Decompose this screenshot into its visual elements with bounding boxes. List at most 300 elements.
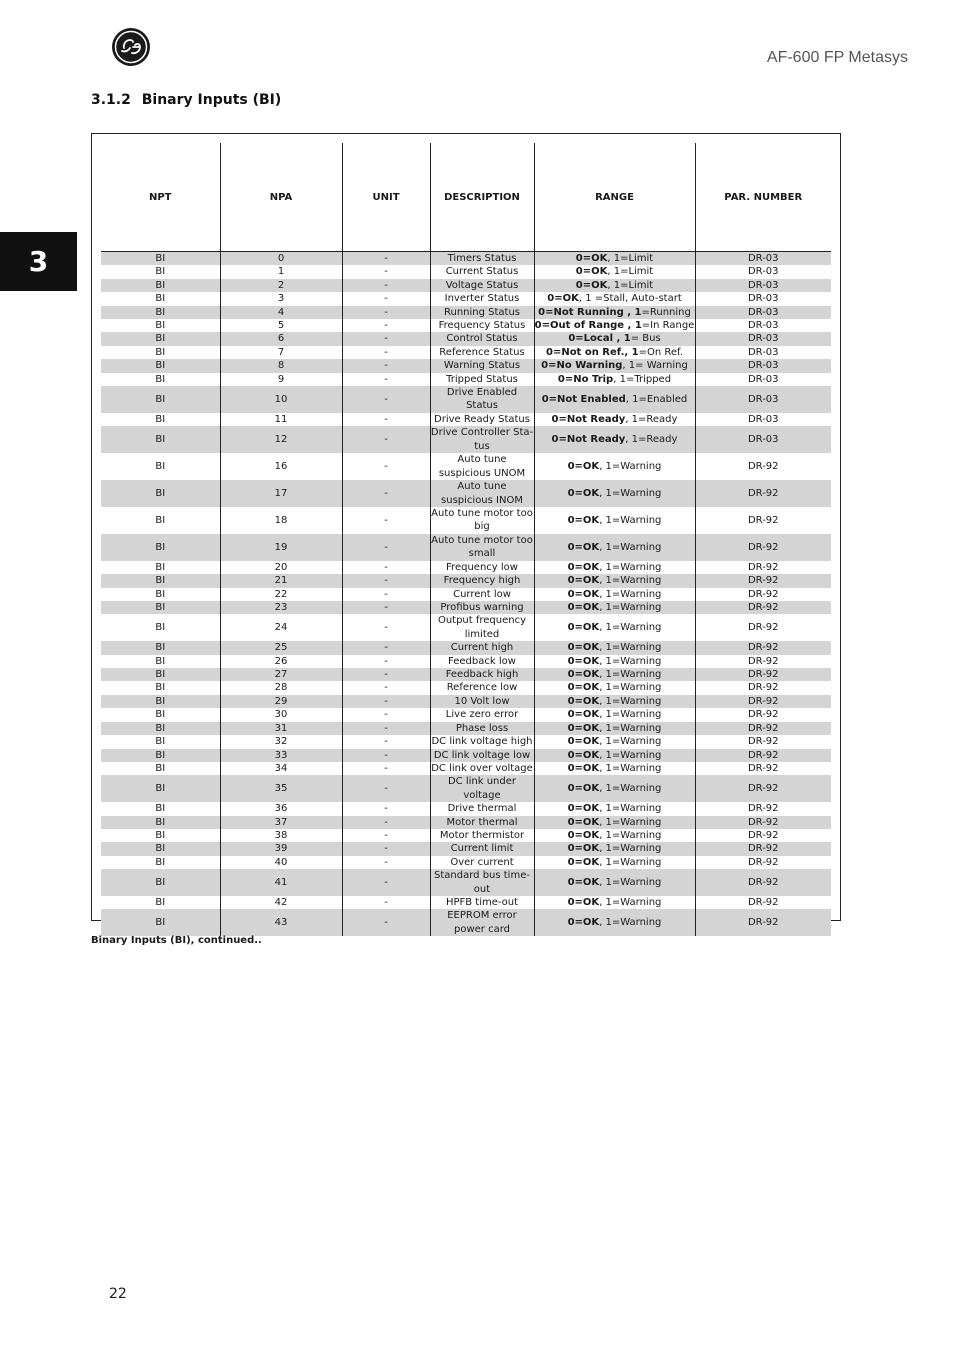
cell-par-number: DR-92 [695,896,831,909]
cell-description: Drive thermal [430,802,534,815]
range-secondary: , 1=Limit [607,253,654,264]
cell-range [534,614,695,641]
table-body [101,252,831,937]
cell-npt: BI [155,320,166,332]
cell-unit: - [342,426,430,453]
cell-description: Auto tune motor too big [431,507,533,533]
cell-description: Reference Status [430,346,534,359]
table-row [101,252,831,266]
cell-npt: BI [155,514,166,526]
cell-unit: - [342,708,430,721]
range-secondary: , 1=Warning [599,695,662,707]
cell-description: Output frequency limited [430,614,534,641]
ge-logo-icon [111,27,151,67]
range-secondary: , 1=Warning [599,843,662,855]
cell-par-number: DR-92 [695,869,831,896]
range-primary: 0=OK [575,279,608,291]
cell-npa: 34 [220,762,342,775]
cell-unit: - [342,722,430,735]
cell-par-number: DR-92 [695,681,831,694]
cell-par-number: DR-03 [695,265,831,278]
cell-unit: - [342,909,430,936]
cell-unit: - [342,668,430,681]
cell-npa: 25 [220,641,342,654]
table-row [101,534,831,561]
table-row [101,359,831,372]
cell-npt: BI [101,775,220,802]
cell-npa: 28 [220,681,342,694]
range-secondary: , 1=Warning [599,709,662,721]
table-row [101,749,831,762]
cell-unit: - [342,829,430,842]
cell-par-number: DR-03 [695,279,831,292]
cell-range [534,856,695,869]
cell-range [534,574,695,587]
table-row [101,507,831,534]
cell-unit: - [342,306,430,319]
cell-npa: 2 [220,279,342,292]
cell-unit: - [342,574,430,587]
cell-description: Timers Status [430,252,534,266]
cell-npt: BI [155,682,166,694]
cell-npa: 21 [220,574,342,587]
cell-npt: BI [155,346,166,358]
table-header-row [101,143,831,252]
cell-unit: - [342,507,430,534]
range-primary: 0=OK [567,762,600,774]
cell-range [534,319,695,332]
cell-unit: - [342,252,430,266]
range-secondary: , 1=Enabled [625,393,688,405]
cell-npt: BI [101,641,220,654]
cell-unit: - [342,735,430,748]
cell-npa: 35 [220,775,342,802]
cell-unit: - [342,802,430,815]
cell-description: Feedback low [430,655,534,668]
cell-description: Warning Status [430,359,534,372]
range-secondary: =Running [641,306,691,318]
cell-npa: 18 [220,507,342,534]
cell-npt: BI [101,359,220,372]
table-row [101,426,831,453]
cell-npt: BI [155,622,166,634]
cell-unit: - [342,265,430,278]
range-primary: 0=OK [567,722,600,734]
cell-npa: 39 [220,842,342,855]
range-primary: 0=OK [567,897,600,909]
cell-description: Feedback high [430,668,534,681]
range-secondary: , 1=Warning [599,514,662,526]
range-primary: 0=OK [567,460,600,472]
cell-unit: - [342,775,430,802]
table-row [101,762,831,775]
cell-unit: - [342,319,430,332]
cell-par-number: DR-92 [695,749,831,762]
cell-npa: 9 [220,373,342,386]
cell-par-number: DR-03 [695,332,831,345]
cell-npa: 38 [220,829,342,842]
cell-range [534,279,695,292]
cell-npt: BI [155,655,166,667]
cell-npt: BI [155,709,166,721]
cell-description: Drive Controller Sta-tus [430,427,534,452]
cell-par-number: DR-03 [695,292,831,305]
cell-unit: - [342,681,430,694]
cell-par-number: DR-92 [695,588,831,601]
cell-par-number: DR-92 [695,856,831,869]
cell-npa: 36 [220,802,342,815]
binary-inputs-table [101,143,831,936]
cell-description: Drive Ready Status [430,413,534,426]
cell-description: Control Status [430,332,534,345]
cell-par-number: DR-03 [695,373,831,386]
cell-unit: - [342,601,430,614]
range-secondary: , 1=Warning [599,460,662,472]
range-secondary: , 1=Warning [599,541,662,553]
range-primary: 0=OK [567,514,600,526]
cell-npa: 0 [220,252,342,266]
cell-description: HPFB time-out [430,896,534,909]
cell-par-number: DR-92 [695,816,831,829]
cell-npa: 17 [220,480,342,507]
cell-par-number: DR-92 [695,722,831,735]
range-primary: 0=OK [567,642,600,654]
cell-npa: 12 [220,426,342,453]
cell-npt: BI [155,561,166,573]
range-secondary: , 1=Warning [599,655,662,667]
cell-range [534,413,695,426]
cell-npt: BI [101,534,220,561]
cell-npt: BI [155,856,166,868]
cell-description: DC link voltage low [430,749,534,762]
cell-description: Auto tune suspicious UNOM [430,453,534,480]
range-primary: 0=OK [567,829,600,841]
table-row [101,346,831,359]
range-secondary: , 1=Warning [599,487,662,499]
page-number: 22 [109,1286,127,1302]
range-secondary: , 1=Limit [607,279,654,291]
cell-npt: BI [155,897,166,909]
cell-range [534,641,695,654]
range-secondary: , 1=Ready [625,434,678,446]
cell-unit: - [342,749,430,762]
cell-range [534,842,695,855]
table-row [101,829,831,842]
cell-unit: - [342,614,430,641]
range-primary: 0=OK [567,669,600,681]
cell-npt: BI [101,279,220,292]
cell-par-number: DR-92 [695,453,831,480]
range-secondary: , 1=Warning [599,588,662,600]
range-secondary: , 1= Warning [622,360,688,372]
cell-npa: 32 [220,735,342,748]
cell-unit: - [342,534,430,561]
cell-range [534,762,695,775]
cell-unit: - [342,279,430,292]
cell-range [534,359,695,372]
cell-range [534,306,695,319]
range-secondary: , 1 =Stall, Auto-start [578,293,682,305]
product-name: AF-600 FP Metasys [766,49,908,66]
range-secondary: , 1=Warning [599,783,662,795]
cell-npt: BI [101,574,220,587]
cell-npt: BI [101,426,220,453]
cell-npa: 30 [220,708,342,721]
cell-par-number: DR-03 [695,346,831,359]
table-row [101,775,831,802]
range-secondary: , 1=Warning [599,669,662,681]
cell-npt: BI [101,668,220,681]
table-row [101,332,831,345]
cell-range [534,292,695,305]
range-secondary: , 1=Ready [625,413,678,425]
cell-description: Live zero error [430,708,534,721]
binary-inputs-table-frame [91,133,841,935]
cell-unit: - [342,588,430,601]
table-row [101,614,831,641]
range-primary: 0=OK [567,876,600,888]
cell-unit: - [342,453,430,480]
table-footnote: Binary Inputs (BI), continued.. [91,935,262,946]
range-primary: 0=OK [567,783,600,795]
cell-description: Over current [430,856,534,869]
cell-description: Frequency low [430,561,534,574]
cell-description: EEPROM error power card [430,909,534,936]
cell-npt: BI [155,762,166,774]
cell-par-number: DR-03 [695,426,831,453]
range-secondary: , 1=Warning [599,917,662,929]
range-secondary: , 1=Warning [599,601,662,613]
cell-unit: - [342,816,430,829]
cell-description: Voltage Status [430,279,534,292]
cell-range [534,749,695,762]
cell-par-number: DR-92 [695,668,831,681]
table-row [101,869,831,896]
range-secondary: , 1=Warning [599,682,662,694]
cell-par-number: DR-92 [695,480,831,507]
cell-npa: 6 [220,332,342,345]
cell-npa: 29 [220,695,342,708]
cell-range [534,601,695,614]
table-row [101,265,831,278]
cell-npa: 43 [220,909,342,936]
range-primary: 0=Out of Range , 1 [534,320,642,332]
table-row [101,292,831,305]
column-header-par-number: PAR. NUMBER [695,143,831,252]
cell-range [534,373,695,386]
cell-npt: BI [101,909,220,936]
cell-par-number: DR-92 [695,842,831,855]
column-header-description: DESCRIPTION [430,143,534,252]
cell-npa: 8 [220,359,342,372]
cell-range [534,655,695,668]
cell-par-number: DR-92 [695,641,831,654]
cell-range [534,708,695,721]
column-header-npt: NPT [101,143,220,252]
cell-npt: BI [155,266,166,278]
range-secondary: = Bus [630,333,661,345]
cell-unit: - [342,373,430,386]
cell-npt: BI [155,829,166,841]
cell-npt: BI [101,816,220,829]
table-row [101,856,831,869]
column-header-range: RANGE [534,143,695,252]
cell-range [534,816,695,829]
table-row [101,655,831,668]
cell-par-number: DR-92 [695,829,831,842]
range-secondary: , 1=Warning [599,722,662,734]
cell-unit: - [342,332,430,345]
cell-unit: - [342,413,430,426]
cell-description: Frequency high [430,574,534,587]
range-secondary: , 1=Warning [599,622,662,634]
cell-npa: 41 [220,869,342,896]
section-number: 3.1.2 [91,92,131,108]
cell-unit: - [342,762,430,775]
column-header-unit: UNIT [342,143,430,252]
cell-range [534,695,695,708]
cell-npa: 19 [220,534,342,561]
table-row [101,480,831,507]
cell-npt: BI [101,332,220,345]
cell-npa: 33 [220,749,342,762]
cell-npt: BI [101,480,220,507]
cell-description: Motor thermal [430,816,534,829]
cell-range [534,480,695,507]
cell-par-number: DR-03 [695,413,831,426]
cell-npa: 16 [220,453,342,480]
cell-description: DC link under voltage [430,775,534,802]
cell-description: Auto tune motor too small [431,534,533,560]
table-row [101,306,831,319]
range-primary: 0=OK [567,601,600,613]
range-primary: 0=No Trip [557,373,614,385]
range-primary: 0=OK [567,917,600,929]
cell-range [534,332,695,345]
table-row [101,842,831,855]
range-primary: 0=OK [567,561,600,573]
cell-range [534,507,695,534]
cell-npt: BI [155,413,166,425]
cell-range [534,426,695,453]
cell-par-number: DR-03 [695,306,831,319]
range-primary: 0=OK [575,253,608,264]
range-secondary: =In Range [641,320,695,332]
range-primary: 0=OK [567,709,600,721]
range-primary: 0=OK [567,816,600,828]
cell-unit: - [342,896,430,909]
range-primary: 0=OK [567,655,600,667]
cell-par-number: DR-92 [695,614,831,641]
range-primary: 0=OK [567,541,600,553]
cell-description: DC link over voltage [431,762,533,774]
cell-unit: - [342,655,430,668]
cell-npt: BI [155,588,166,600]
cell-npa: 31 [220,722,342,735]
range-primary: 0=OK [567,487,600,499]
range-primary: 0=OK [547,293,579,305]
table-row [101,735,831,748]
range-secondary: , 1=Limit [607,266,654,278]
cell-description: Tripped Status [430,373,534,386]
column-header-npa: NPA [220,143,342,252]
table-row [101,561,831,574]
cell-unit: - [342,695,430,708]
range-secondary: , 1=Tripped [613,373,672,385]
table-row [101,588,831,601]
cell-description: Inverter Status [430,292,534,305]
cell-unit: - [342,856,430,869]
cell-description: Profibus warning [430,601,534,614]
range-secondary: , 1=Warning [599,575,662,587]
cell-range [534,588,695,601]
cell-par-number: DR-92 [695,708,831,721]
range-primary: 0=OK [567,622,600,634]
cell-npa: 11 [220,413,342,426]
cell-par-number: DR-03 [695,386,831,413]
section-heading [91,92,281,108]
table-row [101,802,831,815]
cell-range [534,869,695,896]
cell-description: Phase loss [430,722,534,735]
table-row [101,413,831,426]
cell-npa: 20 [220,561,342,574]
range-primary: 0=OK [567,575,600,587]
cell-npt: BI [101,842,220,855]
cell-range [534,668,695,681]
range-secondary: , 1=Warning [599,856,662,868]
range-primary: 0=OK [567,856,600,868]
range-primary: 0=Local , 1 [568,333,631,345]
cell-par-number: DR-92 [695,507,831,534]
cell-npa: 7 [220,346,342,359]
cell-range [534,534,695,561]
cell-npa: 26 [220,655,342,668]
cell-range [534,775,695,802]
table-row [101,279,831,292]
range-secondary: , 1=Warning [599,736,662,748]
cell-description: Current Status [430,265,534,278]
cell-description: Running Status [430,306,534,319]
cell-par-number: DR-92 [695,695,831,708]
table-row [101,722,831,735]
cell-unit: - [342,869,430,896]
cell-par-number: DR-92 [695,601,831,614]
cell-npt: BI [101,601,220,614]
cell-npt: BI [101,722,220,735]
range-secondary: , 1=Warning [599,642,662,654]
cell-description: 10 Volt low [430,695,534,708]
range-primary: 0=Not Enabled [541,393,626,405]
cell-npa: 24 [220,614,342,641]
section-title: Binary Inputs (BI) [141,92,282,108]
cell-unit: - [342,292,430,305]
cell-range [534,909,695,936]
cell-npa: 37 [220,816,342,829]
cell-par-number: DR-03 [695,319,831,332]
cell-range [534,681,695,694]
table-row [101,909,831,936]
cell-description: Reference low [430,681,534,694]
cell-par-number: DR-92 [695,534,831,561]
table-row [101,601,831,614]
table-row [101,816,831,829]
range-primary: 0=Not on Ref., 1 [545,346,639,358]
range-secondary: , 1=Warning [599,803,662,815]
cell-range [534,346,695,359]
cell-npt: BI [155,736,166,748]
cell-description: Current limit [430,842,534,855]
